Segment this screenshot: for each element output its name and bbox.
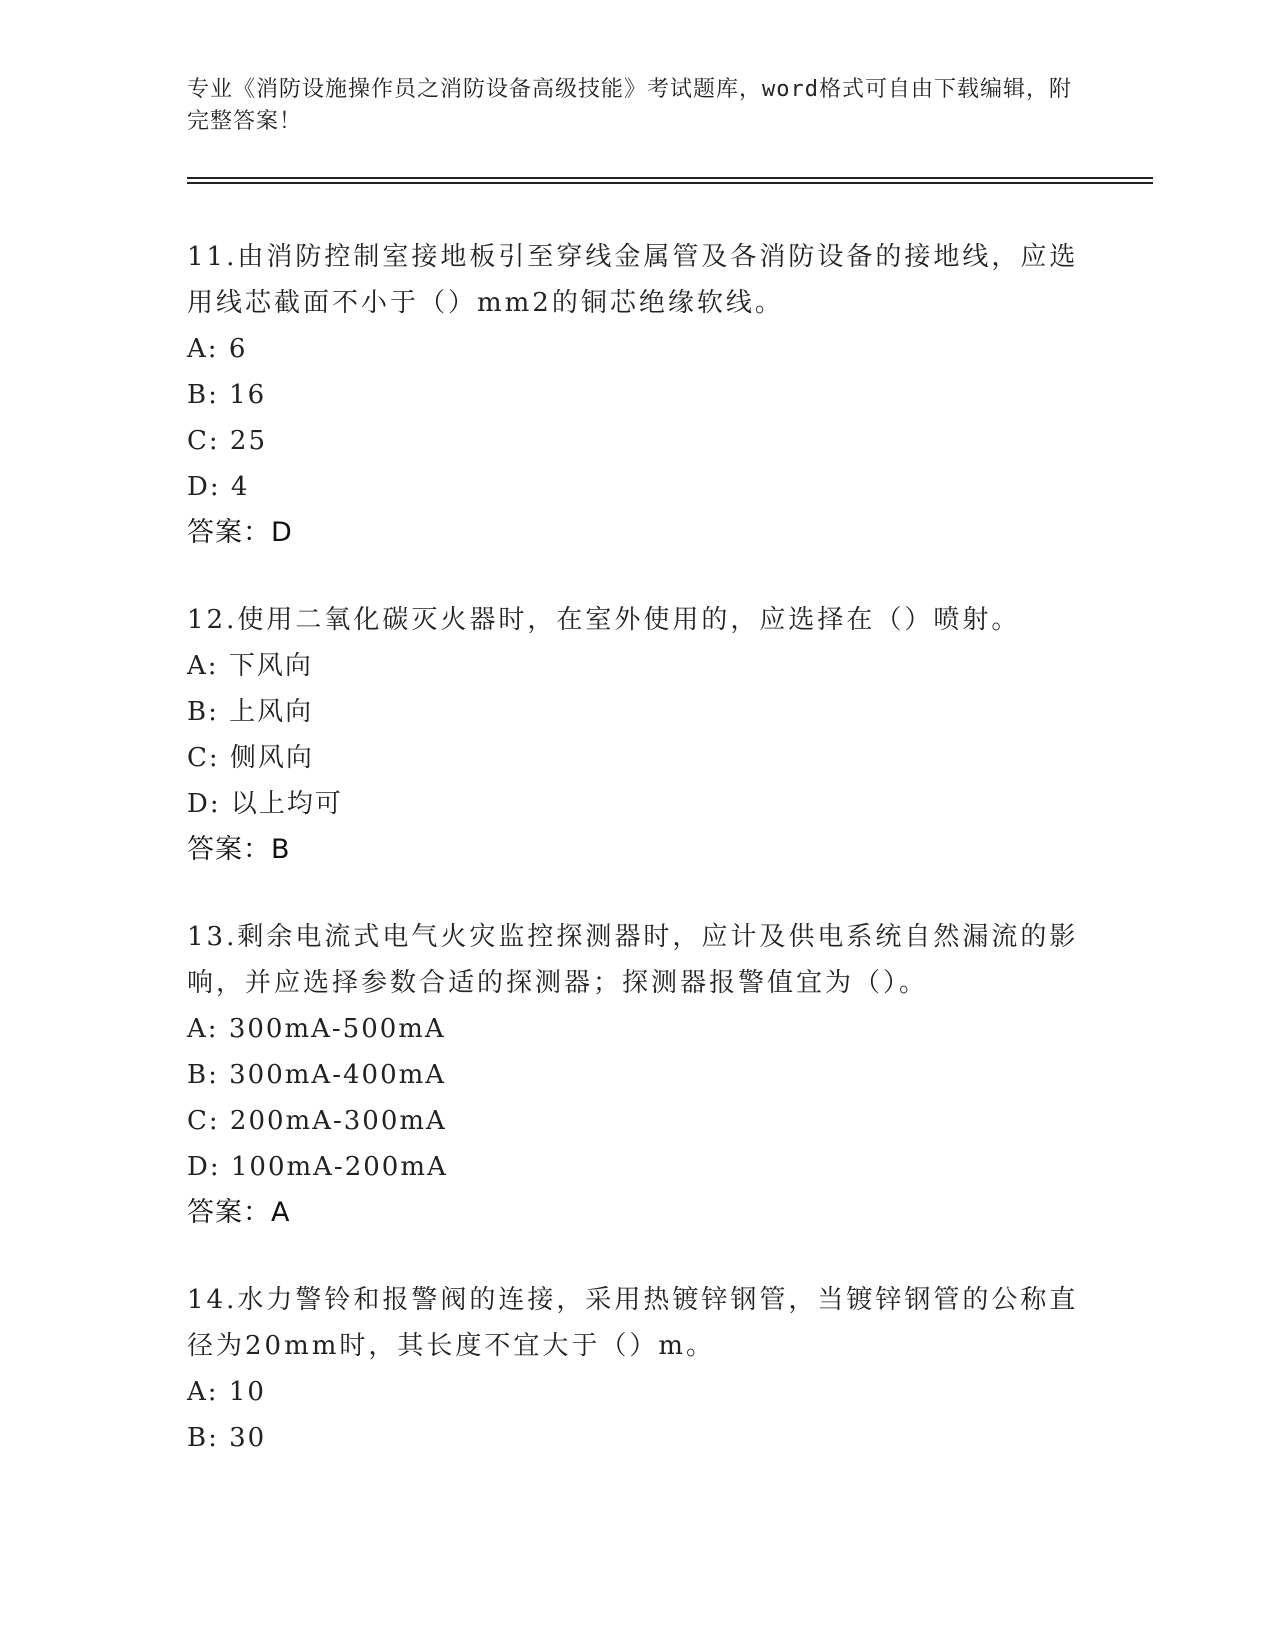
option-a <box>187 643 1087 689</box>
option-c <box>187 418 1087 464</box>
option-d <box>187 781 1087 827</box>
option-b <box>187 1052 1087 1098</box>
header-divider-top <box>187 177 1153 179</box>
option-letter: D: <box>187 789 221 819</box>
option-letter: A: <box>187 334 219 364</box>
option-letter: A: <box>187 1014 219 1044</box>
option-text: 300mA-500mA <box>228 1014 446 1044</box>
option-d <box>187 1144 1087 1190</box>
option-text: 侧风向 <box>229 743 314 773</box>
option-text: 以上均可 <box>230 789 343 819</box>
document-header: 专业《消防设施操作员之消防设备高级技能》考试题库，word格式可自由下载编辑，附完整答案！ <box>187 77 1072 134</box>
option-text: 100mA-200mA <box>230 1152 448 1182</box>
option-b <box>187 1415 1087 1461</box>
option-a <box>187 1369 1087 1415</box>
option-c <box>187 735 1087 781</box>
option-letter: C: <box>187 1106 220 1136</box>
option-letter: B: <box>187 1423 219 1453</box>
option-text: 上风向 <box>229 697 314 727</box>
question-list <box>187 234 1087 1502</box>
option-text: 200mA-300mA <box>229 1106 447 1136</box>
question-stem: 11.由消防控制室接地板引至穿线金属管及各消防设备的接地线，应选用线芯截面不小于（）mm2的铜芯绝缘软线。 <box>187 242 1079 318</box>
option-letter: C: <box>187 426 220 456</box>
question-stem: 12.使用二氧化碳灭火器时，在室外使用的，应选择在（）喷射。 <box>187 605 1021 635</box>
option-b <box>187 689 1087 735</box>
option-letter: B: <box>187 1060 219 1090</box>
option-text: 16 <box>229 380 267 410</box>
option-text: 6 <box>228 334 248 364</box>
option-text: 10 <box>228 1377 266 1407</box>
question-14 <box>187 1277 1087 1461</box>
option-a <box>187 1006 1087 1052</box>
option-letter: D: <box>187 472 221 502</box>
answer-line: 答案：D <box>187 517 293 548</box>
question-stem: 14.水力警铃和报警阀的连接，采用热镀锌钢管，当镀锌钢管的公称直径为20mm时，其长度不宜大于（）m。 <box>187 1285 1079 1361</box>
option-d <box>187 464 1087 510</box>
option-letter: B: <box>187 697 219 727</box>
option-b <box>187 372 1087 418</box>
option-text: 下风向 <box>228 651 313 681</box>
option-text: 4 <box>230 472 250 502</box>
question-stem: 13.剩余电流式电气火灾监控探测器时，应计及供电系统自然漏流的影响，并应选择参数合适的探测器；探测器报警值宜为（）。 <box>187 922 1079 998</box>
option-text: 30 <box>229 1423 267 1453</box>
option-c <box>187 1098 1087 1144</box>
option-text: 25 <box>229 426 268 456</box>
option-text: 300mA-400mA <box>229 1060 447 1090</box>
option-letter: A: <box>187 1377 219 1407</box>
header-divider-bottom <box>187 182 1153 184</box>
option-letter: D: <box>187 1152 221 1182</box>
option-letter: A: <box>187 651 219 681</box>
question-13 <box>187 914 1087 1236</box>
answer-line: 答案：A <box>187 1197 291 1228</box>
answer-line: 答案：B <box>187 834 291 865</box>
option-letter: B: <box>187 380 219 410</box>
question-11 <box>187 234 1087 556</box>
option-a <box>187 326 1087 372</box>
option-letter: C: <box>187 743 220 773</box>
question-12 <box>187 597 1087 873</box>
